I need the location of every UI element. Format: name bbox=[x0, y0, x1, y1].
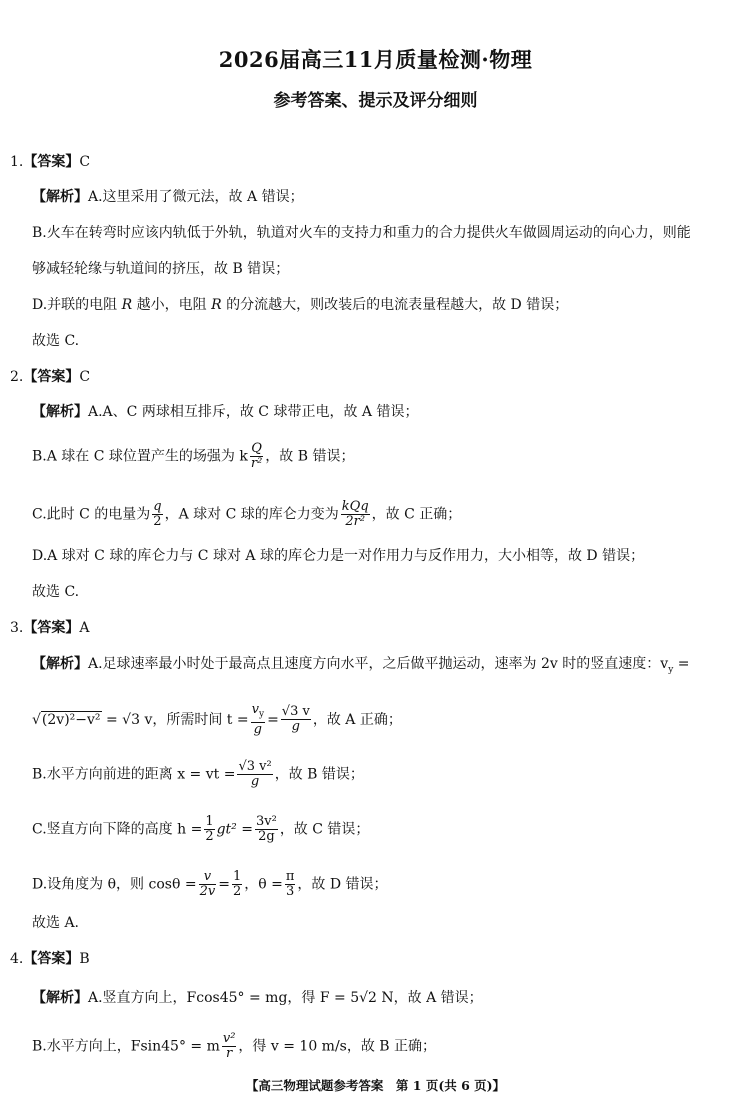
q3-option-a-line2: √(2v)²−v² = √3 v，所需时间 t = $\frac{v_y}{g}$ = $\frac{√3 v}{g}$ ，故 A 正确； bbox=[32, 702, 402, 737]
q2-conclusion: 故选 C. bbox=[32, 584, 80, 600]
q4-number: 4. bbox=[10, 951, 24, 967]
q2-c-fraction-1: $\frac{q}{2}$ bbox=[153, 499, 162, 529]
q4-option-a: 【解析】A.竖直方向上，Fcos45° = mg，得 F = 5√2 N，故 A 错误； bbox=[32, 990, 483, 1006]
q4-b-fraction: $\frac{\text{v²}}{r}$ bbox=[222, 1031, 236, 1061]
q3-a-fraction-2: $\frac{√3 v}{g}$ bbox=[281, 704, 310, 735]
q4-answer-line bbox=[10, 949, 90, 969]
q1-option-d: D.并联的电阻 R 越小，电阻 R 的分流越大，则改装后的电流表量程越大，故 D 错误； bbox=[32, 297, 569, 313]
q2-answer-line bbox=[10, 367, 90, 387]
q1-number: 1. bbox=[10, 154, 24, 170]
q1-answer-line bbox=[10, 152, 90, 172]
q2-option-b: B.A 球在 C 球位置产生的场强为 k $\frac{Q}{\text{r²}}$ ，故 B 错误； bbox=[32, 441, 355, 471]
q2-answer-label: 【答案】 bbox=[23, 369, 80, 385]
q3-answer-label: 【答案】 bbox=[23, 620, 80, 636]
q2-number: 2. bbox=[10, 369, 24, 385]
q3-c-fraction-1: $\frac{1}{2}$ bbox=[205, 814, 214, 844]
q2-option-a: 【解析】A.A、C 两球相互排斥，故 C 球带正电，故 A 错误； bbox=[32, 404, 419, 420]
page-footer: 【高三物理试题参考答案 第 1 页(共 6 页)】 bbox=[245, 1078, 506, 1093]
q1-answer-label: 【答案】 bbox=[23, 154, 80, 170]
q3-d-fraction-1: $\frac{v}{2v}$ bbox=[199, 869, 216, 899]
q3-b-fraction: $\frac{\text{√3 v²}}{g}$ bbox=[238, 759, 272, 789]
q4-answer-label: 【答案】 bbox=[23, 951, 80, 967]
q3-number: 3. bbox=[10, 620, 24, 636]
q3-explanation-label: 【解析】 bbox=[32, 656, 88, 672]
q3-option-c: C.竖直方向下降的高度 h = $\frac{1}{2}$ gt² = $\frac{\text{3v²}}{2g}$ ，故 C 错误； bbox=[32, 814, 370, 844]
page-title: 2026届高三11月质量检测·物理 bbox=[218, 47, 533, 72]
q2-b-fraction: $\frac{Q}{\text{r²}}$ bbox=[250, 441, 263, 471]
q3-conclusion: 故选 A. bbox=[32, 915, 80, 931]
q2-explanation-label: 【解析】 bbox=[32, 404, 88, 420]
q3-answer-line bbox=[10, 618, 89, 638]
q3-c-fraction-2: $\frac{\text{3v²}}{2g}$ bbox=[255, 814, 277, 844]
q1-explanation-label: 【解析】 bbox=[32, 189, 88, 205]
q2-c-fraction-2: $\frac{\text{kQq}}{\text{2r²}}$ bbox=[341, 499, 369, 529]
q1-option-b-line2: 够减轻轮缘与轨道间的挤压，故 B 错误； bbox=[32, 261, 290, 277]
q3-option-a-line1: 【解析】A.足球速率最小时处于最高点且速度方向水平，之后做平抛运动，速率为 2v 时的竖直速度：$v_y$ = bbox=[32, 656, 690, 675]
q1-conclusion: 故选 C. bbox=[32, 333, 80, 349]
page-subtitle: 参考答案、提示及评分细则 bbox=[273, 91, 478, 111]
q3-a-fraction-1: $\frac{v_y}{g}$ bbox=[251, 702, 265, 737]
q3-option-d: D.设角度为 θ，则 cosθ = $\frac{v}{2v}$ = $\frac{1}{2}$ ，θ = $\frac{\pi}{3}$ ，故 D 错误； bbox=[32, 869, 388, 899]
q2-option-c: C.此时 C 的电量为 $\frac{q}{2}$ ，A 球对 C 球的库仑力变为 $\frac{\text{kQq}}{\text{2r²}}$ ，故 C 正确； bbox=[32, 499, 462, 529]
q4-answer: B bbox=[79, 951, 90, 967]
q1-option-b-line1: B.火车在转弯时应该内轨低于外轨，轨道对火车的支持力和重力的合力提供火车做圆周运动的向心力，则能 bbox=[32, 225, 691, 241]
q3-option-b: B.水平方向前进的距离 x = vt = $\frac{\text{√3 v²}}{g}$ ，故 B 错误； bbox=[32, 759, 364, 789]
q3-d-fraction-3: $\frac{\pi}{3}$ bbox=[285, 869, 295, 899]
q4-explanation-label: 【解析】 bbox=[32, 990, 88, 1006]
q2-answer: C bbox=[79, 369, 91, 385]
q2-option-d: D.A 球对 C 球的库仑力与 C 球对 A 球的库仑力是一对作用力与反作用力，大小相等，故 D 错误； bbox=[32, 548, 645, 564]
q3-d-fraction-2: $\frac{1}{2}$ bbox=[232, 869, 242, 899]
q3-answer: A bbox=[79, 620, 90, 636]
q4-option-b: B.水平方向上，Fsin45° = m $\frac{\text{v²}}{r}$ ，得 v = 10 m/s，故 B 正确； bbox=[32, 1031, 437, 1061]
q1-answer: C bbox=[79, 154, 91, 170]
q1-option-a: 【解析】A.这里采用了微元法，故 A 错误； bbox=[32, 189, 304, 205]
